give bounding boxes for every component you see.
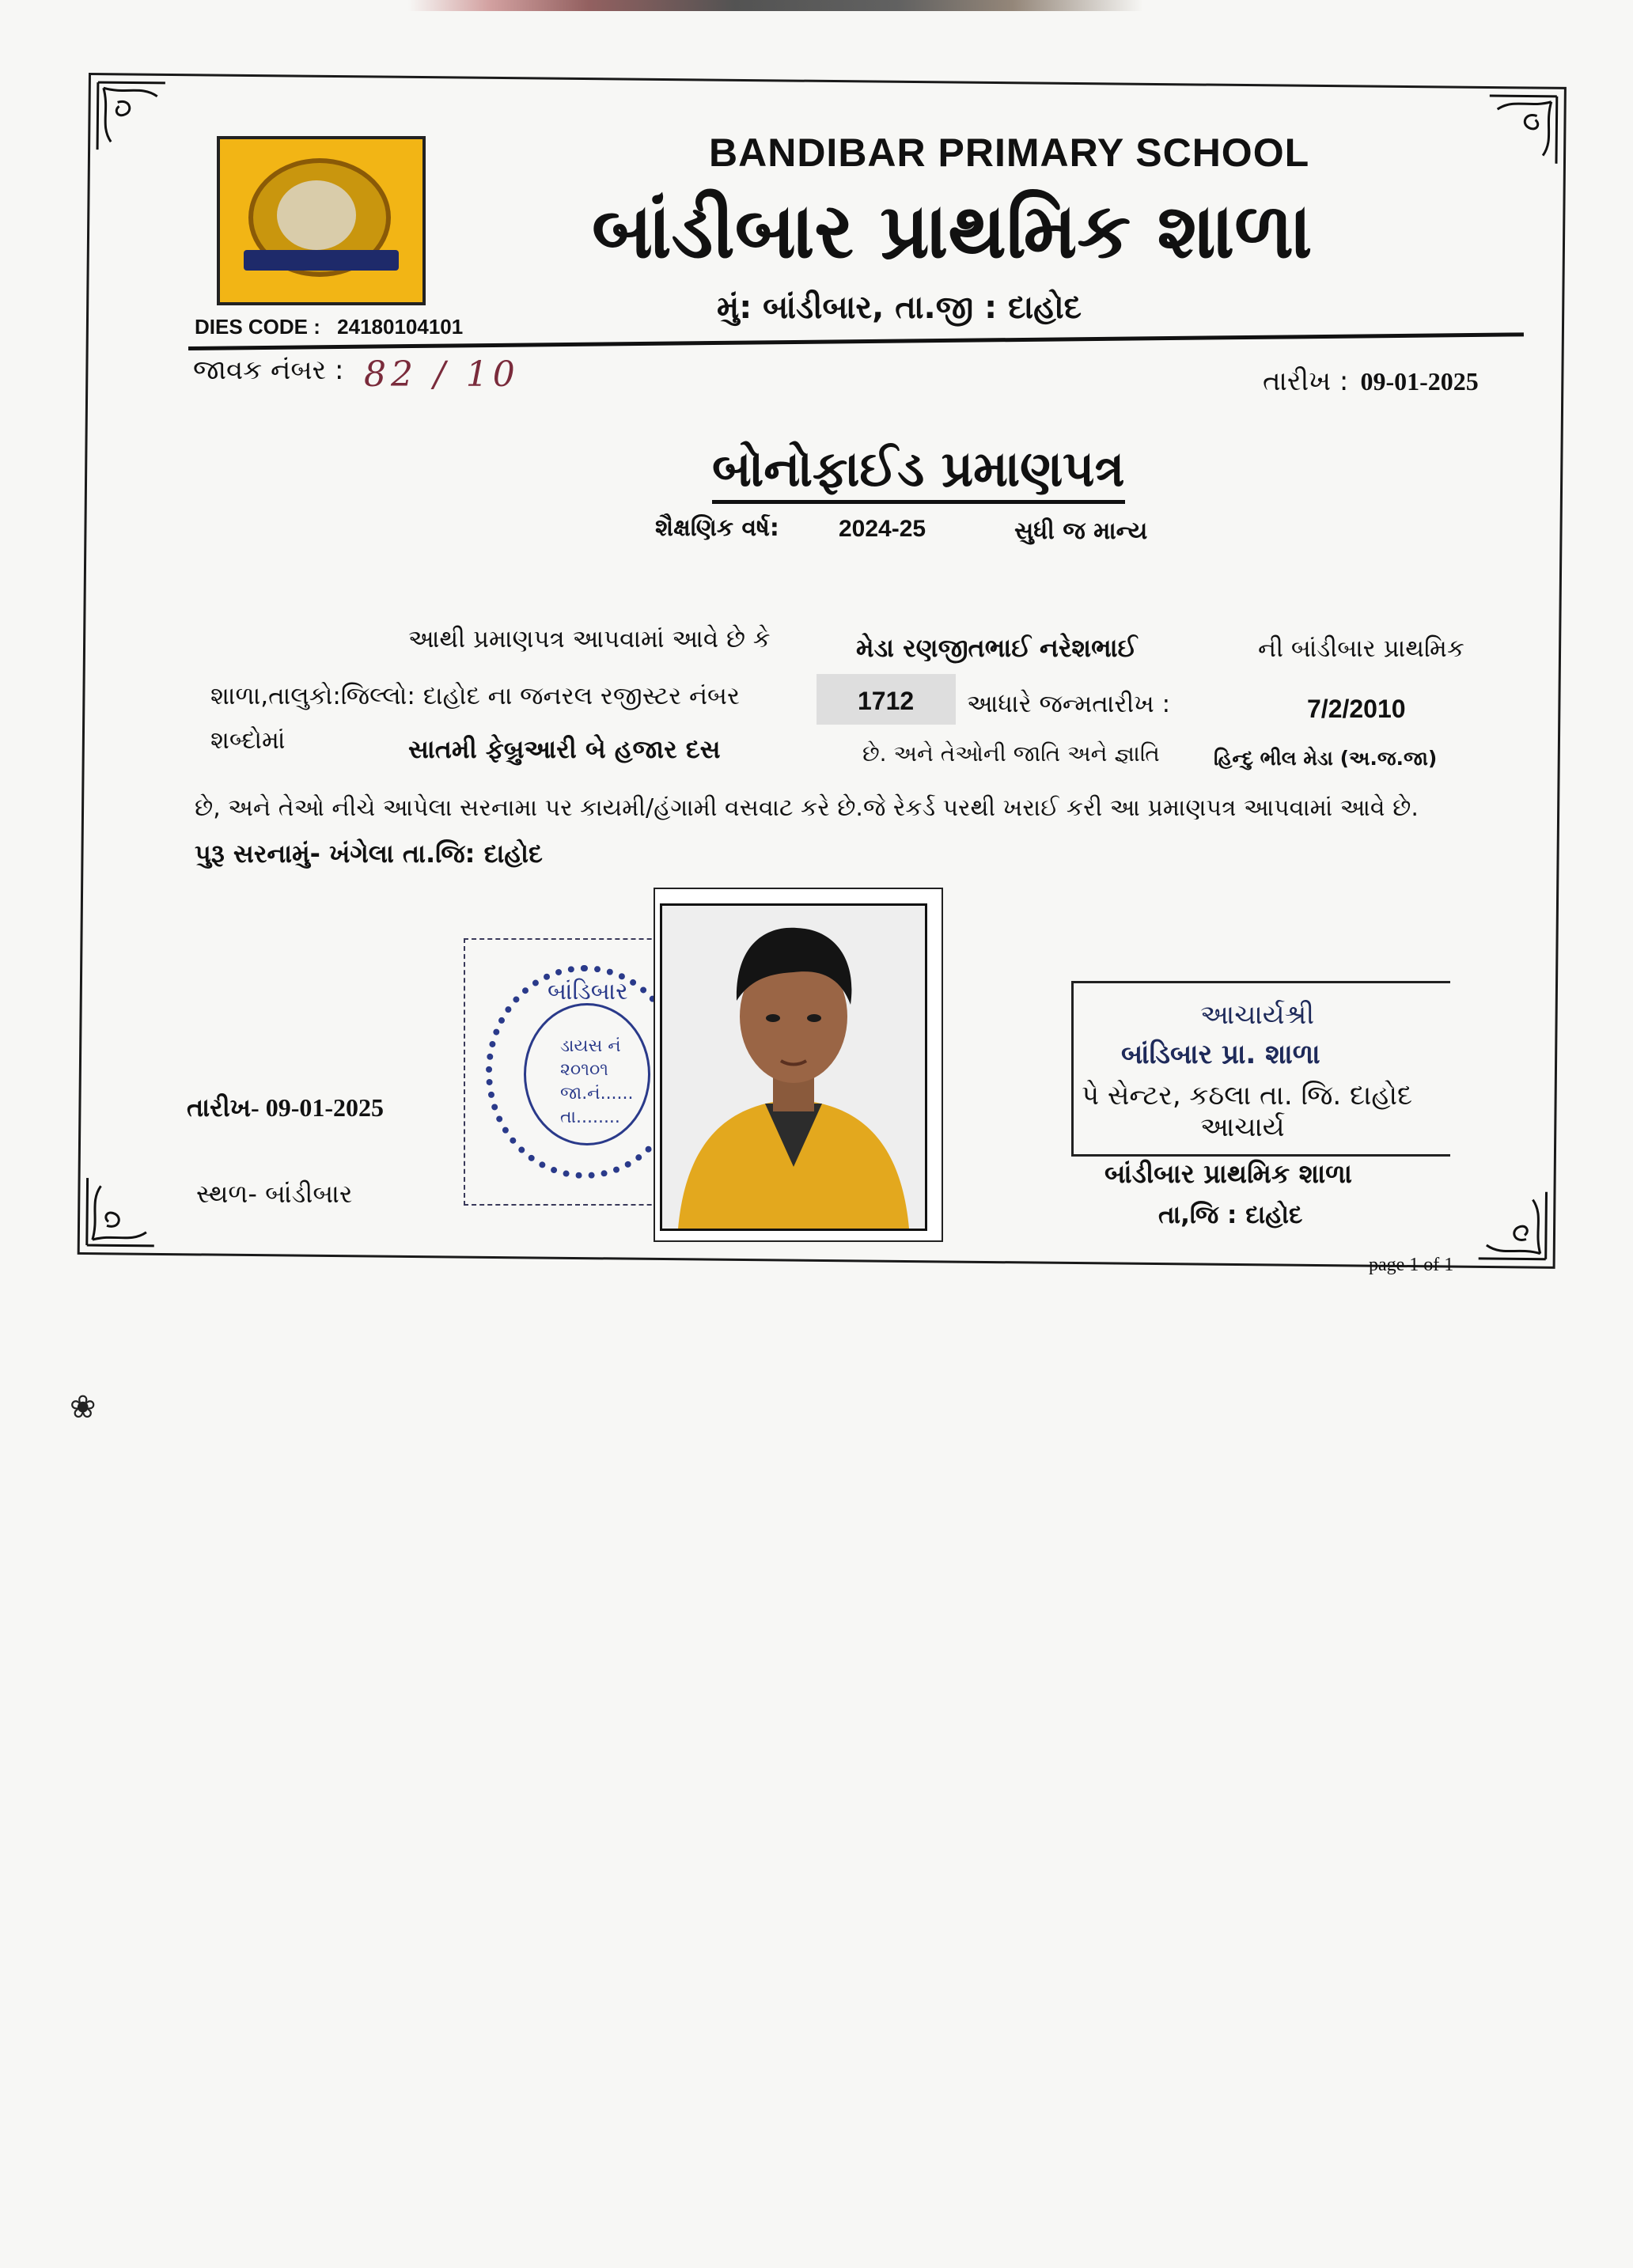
certificate-title: બોનોફાઈડ પ્રમાણપત્ર: [712, 440, 1125, 504]
signatory-place: તા,જિ : દાહોદ: [1158, 1201, 1303, 1229]
birth-date: 7/2/2010: [1307, 695, 1406, 723]
issue-date: [1263, 365, 1479, 397]
page-number: page 1 of 1: [1369, 1255, 1454, 1275]
body-line2-prefix: શાળા,તાલુકો:જિલ્લો: દાહોદ ના જનરલ રજીસ્ટર નંબર: [210, 682, 740, 710]
school-name-gujarati: બાંડીબાર પ્રાથમિક શાળા: [592, 187, 1313, 275]
full-address: પુરૂ સરનામું- ખંગેલા તા.જિ: દાહોદ: [195, 839, 543, 869]
seal-top-text: બાંડિબાર: [547, 978, 628, 1005]
body-line4: છે, અને તેઓ નીચે આપેલા સરનામા પર કાયમી/હંગામી વસવાટ કરે છે.જે રેકર્ડ પરથી ખરાઈ કરી આ પ્રમાણપત્ર આપવામાં આવે છે.: [195, 794, 1419, 822]
school-address: મું: બાંડીબાર, તા.જી : દાહોદ: [717, 290, 1082, 326]
school-logo: [217, 136, 426, 305]
body-line3-prefix: શબ્દોમાં: [210, 726, 286, 755]
principal-stamp-line: આચાર્યશ્રી: [1200, 999, 1315, 1031]
validity-text: સુધી જ માન્ય: [1014, 517, 1148, 545]
academic-year-label: શૈક્ષણિક વર્ષ:: [655, 514, 779, 542]
dies-code: [195, 315, 463, 339]
scan-mark: ❀: [70, 1389, 97, 1426]
issue-date-label: તારીખ :: [1263, 365, 1349, 397]
body-line2-mid: આધારે જન્મતારીખ :: [967, 690, 1171, 718]
footer-date: તારીખ- 09-01-2025: [187, 1093, 385, 1122]
seal-line: જા.નં......: [560, 1084, 634, 1104]
birth-date-in-words: સાતમી ફેબ્રુઆરી બે હજાર દસ: [408, 734, 721, 764]
footer-place: સ્થળ- બાંડીબાર: [196, 1179, 353, 1209]
scan-top-edge: [0, 0, 1633, 11]
dies-code-value: 24180104101: [337, 315, 464, 339]
student-portrait-icon: [662, 906, 925, 1229]
student-name: મેડા રણજીતભાઈ નરેશભાઈ: [856, 633, 1138, 663]
issue-date-value: 09-01-2025: [1360, 367, 1479, 396]
outward-number: 82 / 10: [364, 354, 520, 395]
academic-year: 2024-25: [839, 516, 926, 542]
caste: હિન્દુ ભીલ મેડા (અ.જ.જા): [1214, 747, 1438, 770]
corner-ornament-icon: [1473, 92, 1561, 180]
corner-ornament-icon: [93, 78, 181, 166]
body-line1-prefix: આથી પ્રમાણપત્ર આપવામાં આવે છે કે: [408, 625, 771, 653]
principal-stamp-line: બાંડિબાર પ્રા. શાળા: [1121, 1039, 1320, 1070]
corner-ornament-icon: [1463, 1176, 1551, 1263]
register-number: 1712: [858, 687, 915, 715]
student-photo: [660, 903, 927, 1231]
body-line3-mid: છે. અને તેઓની જાતિ અને જ્ઞાતિ: [862, 740, 1160, 767]
body-line1-suffix: ની બાંડીબાર પ્રાથમિક: [1258, 634, 1464, 663]
seal-line: ૨૦૧૦૧: [560, 1060, 608, 1080]
outward-number-label: જાવક નંબર :: [193, 354, 344, 386]
principal-stamp-line: આચાર્ય: [1200, 1111, 1285, 1143]
dies-code-label: DIES CODE :: [195, 315, 320, 339]
seal-line: ડાયસ નં: [560, 1036, 621, 1056]
school-name-english: BANDIBAR PRIMARY SCHOOL: [709, 131, 1310, 175]
principal-stamp-line: પે સેન્ટર, કઠલા તા. જિ. દાહોદ: [1082, 1080, 1413, 1111]
signatory-school: બાંડીબાર પ્રાથમિક શાળા: [1104, 1158, 1352, 1189]
corner-ornament-icon: [83, 1162, 171, 1250]
principal-stamp: [1071, 981, 1450, 1157]
seal-line: તા........: [560, 1107, 620, 1127]
